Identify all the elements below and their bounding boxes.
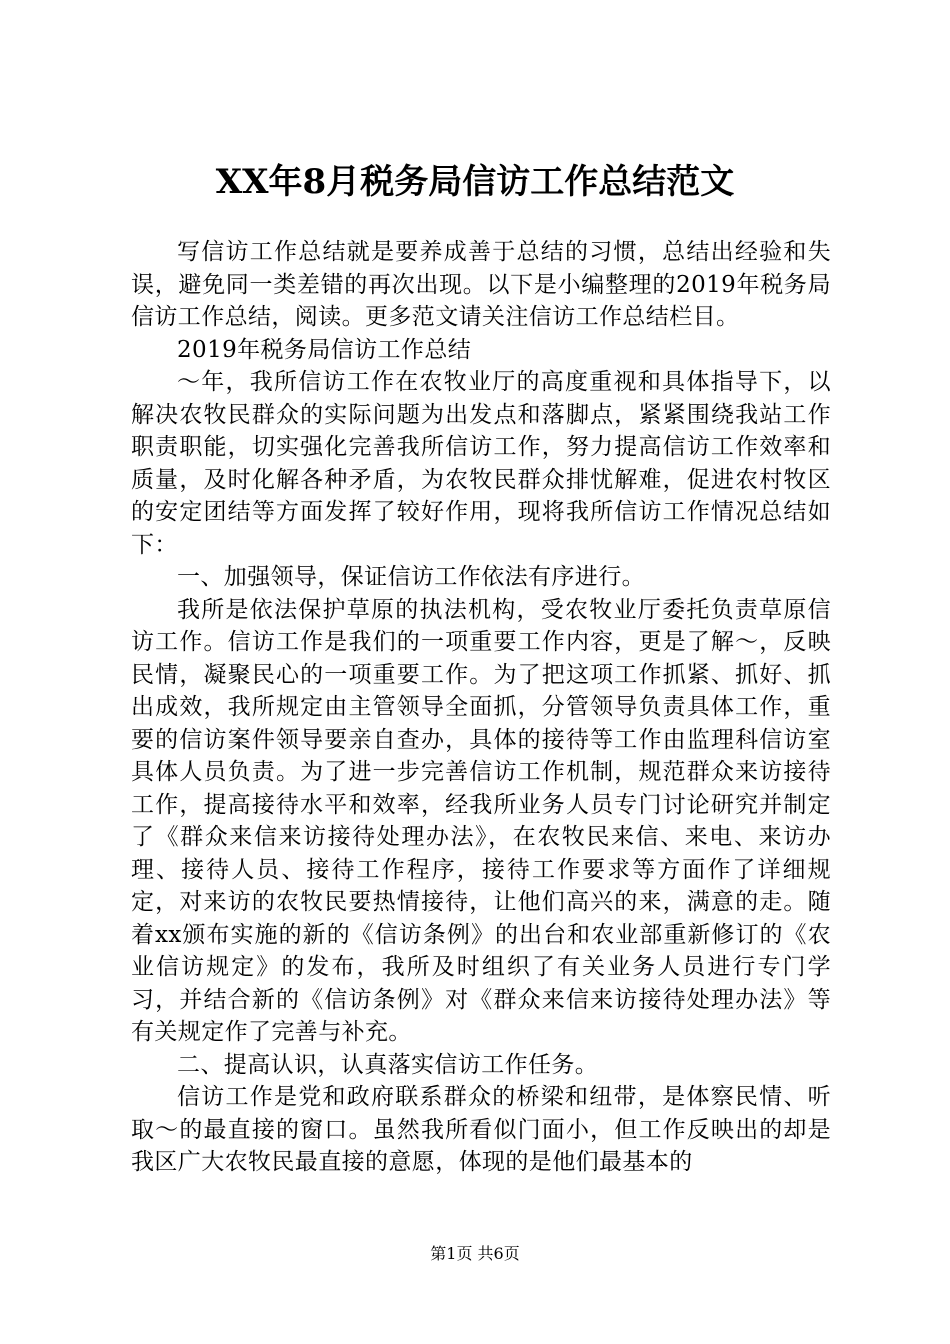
paragraph-overview: ～年，我所信访工作在农牧业厅的高度重视和具体指导下，以解决农牧民群众的实际问题为出发点和落脚点，紧紧围绕我站工作职责职能，切实强化完善我所信访工作，努力提高信访工作效率和质量，及时化解各种矛盾，为农牧民群众排忧解难，促进农村牧区的安定团结等方面发挥了较好作用，现将我所信访工作情况总结如下： bbox=[131, 369, 831, 558]
section-heading-2: 二、提高认识，认真落实信访工作任务。 bbox=[177, 1051, 599, 1078]
document-title: XX年8月税务局信访工作总结范文 bbox=[215, 162, 735, 202]
page-footer: 第1页 共6页 bbox=[430, 1244, 520, 1263]
document-body bbox=[131, 236, 831, 1179]
section-heading-1: 一、加强领导，保证信访工作依法有序进行。 bbox=[177, 564, 645, 590]
paragraph-intro: 写信访工作总结就是要养成善于总结的习惯，总结出经验和失误，避免同一类差错的再次出现。以下是小编整理的2019年税务局信访工作总结，阅读。更多范文请关注信访工作总结栏目。 bbox=[131, 239, 831, 330]
paragraph-section-2: 信访工作是党和政府联系群众的桥梁和纽带，是体察民情、听取～的最直接的窗口。虽然我所看似门面小，但工作反映出的却是我区广大农牧民最直接的意愿，体现的是他们最基本的 bbox=[131, 1084, 831, 1175]
paragraph-subtitle: 2019年税务局信访工作总结 bbox=[177, 336, 472, 363]
paragraph-section-1: 我所是依法保护草原的执法机构，受农牧业厅委托负责草原信访工作。信访工作是我们的一项重要工作内容，更是了解～，反映民情，凝聚民心的一项重要工作。为了把这项工作抓紧、抓好、抓出成效，我所规定由主管领导全面抓，分管领导负责具体工作，重要的信访案件领导要亲自查办，具体的接待等工作由监理科信访室具体人员负责。为了进一步完善信访工作机制，规范群众来访接待工作，提高接待水平和效率，经我所业务人员专门讨论研究并制定了《群众来信来访接待处理办法》，在农牧民来信、来电、来访办理、接待人员、接待工作程序，接待工作要求等方面作了详细规定，对来访的农牧民要热情接待，让他们高兴的来，满意的走。随着xx颁布实施的新的《信访条例》的出台和农业部重新修订的《农业信访规定》的发布，我所及时组织了有关业务人员进行专门学习，并结合新的《信访条例》对《群众来信来访接待处理办法》等有关规定作了完善与补充。 bbox=[131, 596, 831, 1045]
